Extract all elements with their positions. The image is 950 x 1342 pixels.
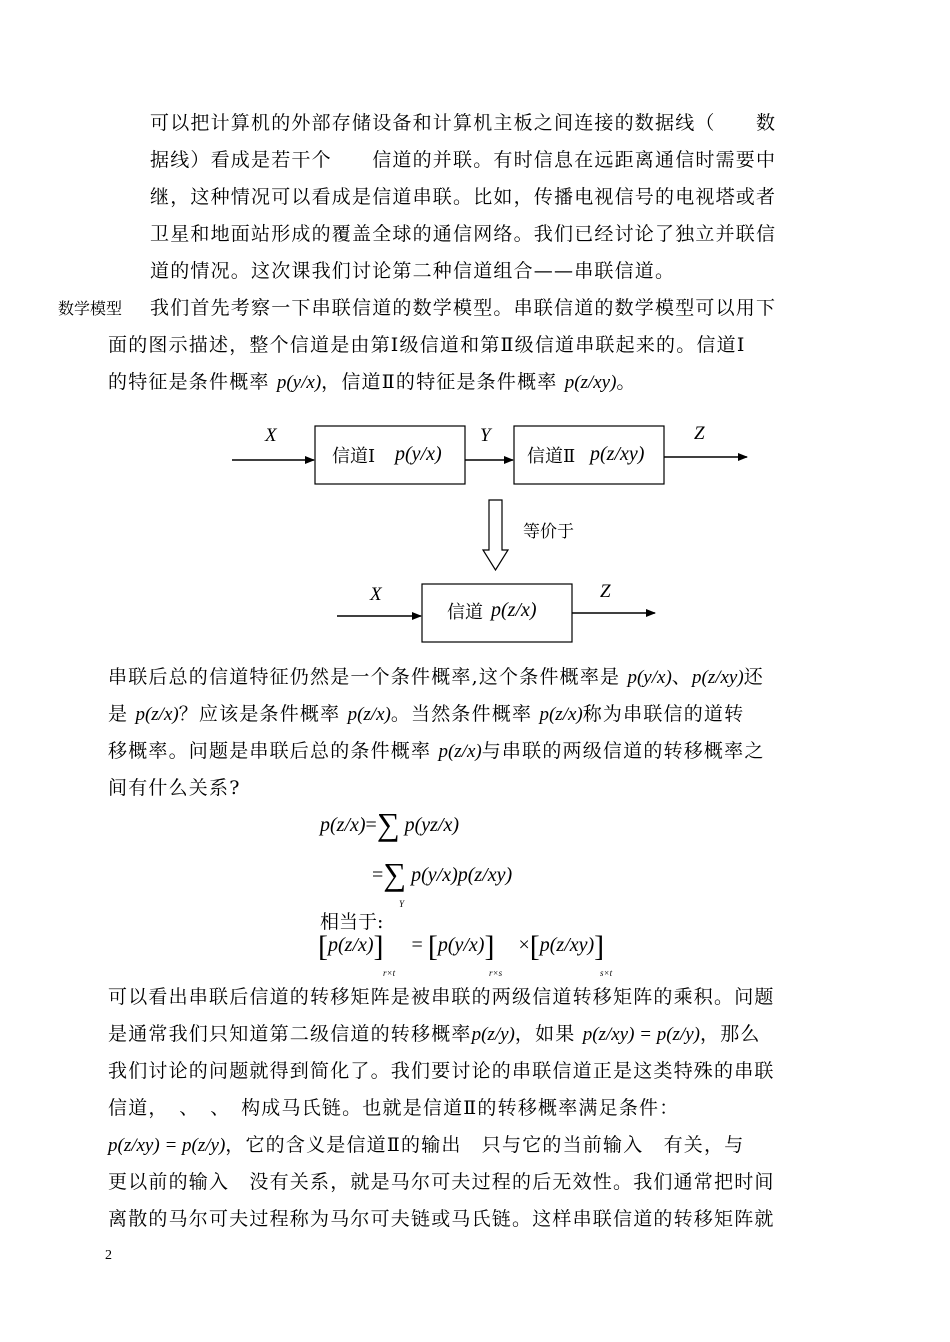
matrix-equals: = [411, 934, 423, 956]
formula: p(z/y) [471, 1024, 515, 1045]
para4-line6: 更以前的输入 没有关系，就是马尔可夫过程的后无效性。我们通常把时间 [108, 1171, 775, 1193]
equivalence-down-arrow [483, 500, 508, 570]
para3-line3-text-a: 移概率。问题是串联后总的条件概率 [108, 740, 439, 762]
para4-line2-text-e: ，那么 [700, 1023, 761, 1045]
para3-line4: 间有什么关系? [108, 777, 241, 799]
y-label: Y [480, 425, 491, 446]
formula: p(z/x) [135, 704, 179, 725]
para3-line1-text-a: 串联后总的信道特征仍然是一个条件概率,这个条件概率是 [108, 666, 628, 688]
x2-label: X [370, 584, 382, 605]
matrix-channel1: p(y/x) [437, 934, 485, 956]
equation-1 [320, 806, 459, 843]
bracket: [ [427, 930, 438, 963]
formula: p(z/x) [539, 704, 583, 725]
para2-line2: 面的图示描述，整个信道是由第Ⅰ级信道和第Ⅱ级信道串联起来的。信道Ⅰ [108, 334, 746, 356]
para1-line2: 据线）看成是若干个 信道的并联。有时信息在远距离通信时需要中 [150, 149, 777, 171]
para4-line2 [108, 1022, 761, 1047]
matrix-total: p(z/x) [328, 934, 374, 956]
para1-line3: 继，这种情况可以看成是信道串联。比如，传播电视信号的电视塔或者 [150, 186, 777, 208]
para2-line3-text-c: ，信道Ⅱ的特征是条件概率 [321, 371, 565, 393]
formula: p(z/x) [347, 704, 391, 725]
para3-line2 [108, 702, 744, 727]
bracket: [ [529, 930, 540, 963]
eq1-equals: = [365, 814, 377, 836]
para1-line1: 可以把计算机的外部存储设备和计算机主板之间连接的数据线（ 数 [150, 112, 777, 134]
matrix-times: × [518, 934, 530, 956]
series-channel-diagram [0, 410, 950, 670]
eq1-rhs: p(yz/x) [404, 814, 460, 836]
equivalence-label: 等价于 [523, 522, 574, 542]
para2-line1: 我们首先考察一下串联信道的数学模型。串联信道的数学模型可以用下 [150, 297, 777, 319]
para2-line3-text-e: 。 [616, 371, 637, 393]
matrix-subscript-st: s×t [600, 968, 613, 978]
para1-line5: 道的情况。这次课我们讨论第二种信道组合——串联信道。 [150, 260, 676, 282]
bracket: ] [594, 930, 605, 963]
para3-line1 [108, 665, 764, 690]
para4-line1: 可以看出串联后信道的转移矩阵是被串联的两级信道转移矩阵的乘积。问题 [108, 986, 775, 1008]
sum-symbol: ∑ [383, 856, 407, 892]
para1-line4: 卫星和地面站形成的覆盖全球的通信网络。我们已经讨论了独立并联信 [150, 223, 777, 245]
eq2-equals: = [372, 864, 384, 886]
para4-line2-text-c: ，如果 [514, 1023, 583, 1045]
formula-markov-condition: p(z/xy) = p(z/y) [108, 1135, 226, 1156]
matrix-subscript-rs: r×s [489, 968, 503, 978]
channel2-label: 信道Ⅱ [527, 446, 576, 467]
channel1-formula: p(y/x) [395, 443, 442, 465]
formula-markov-condition: p(z/xy) = p(z/y) [582, 1024, 700, 1045]
para3-line3-text-c: 与串联的两级信道的转移概率之 [481, 740, 765, 762]
para4-line5-text-b: ，它的含义是信道Ⅱ的输出 只与它的当前输入 有关，与 [225, 1134, 745, 1156]
formula: p(z/x) [438, 741, 482, 762]
para2-line3 [108, 370, 637, 395]
para3-line3 [108, 739, 765, 764]
para3-line1-text-e: 还 [743, 666, 764, 688]
margin-note: 数学模型 [58, 299, 123, 318]
formula: p(z/xy) [692, 667, 744, 688]
sum-subscript-y: Y [399, 899, 405, 909]
para3-line2-text-a: 是 [108, 703, 136, 725]
formula: p(y/x) [627, 667, 672, 688]
bracket: ] [484, 930, 495, 963]
para3-line1-text-c: 、 [671, 666, 692, 688]
z2-label: Z [600, 581, 611, 602]
para3-line2-text-e: 。当然条件概率 [390, 703, 540, 725]
para4-line2-text-a: 是通常我们只知道第二级信道的转移概率 [108, 1023, 472, 1045]
eq2-rhs: p(y/x)p(z/xy) [411, 864, 513, 886]
bracket: ] [373, 930, 384, 963]
bracket: [ [318, 930, 328, 963]
channel1-label: 信道Ⅰ [332, 446, 376, 467]
page-number: 2 [105, 1248, 112, 1263]
matrix-equation [318, 930, 604, 964]
para4-line3: 我们讨论的问题就得到简化了。我们要讨论的串联信道正是这类特殊的串联 [108, 1060, 775, 1082]
equation-2 [372, 856, 512, 893]
x-label: X [265, 425, 277, 446]
eq1-lhs: p(z/x) [320, 814, 366, 836]
channel2-formula: p(z/xy) [590, 443, 645, 465]
formula-channel1: p(y/x) [276, 372, 322, 393]
para2-line3-text-a: 的特征是条件概率 [108, 371, 277, 393]
matrix-channel2: p(z/xy) [539, 934, 595, 956]
z-label: Z [694, 423, 705, 444]
para4-line4: 信道， 、 、 构成马氏链。也就是信道Ⅱ的转移概率满足条件： [108, 1097, 680, 1119]
formula-channel2: p(z/xy) [564, 372, 617, 393]
para4-line7: 离散的马尔可夫过程称为马尔可夫链或马氏链。这样串联信道的转移矩阵就 [108, 1208, 775, 1230]
para3-line2-text-g: 称为串联信的道转 [582, 703, 745, 725]
total-channel-formula: p(z/x) [491, 599, 537, 621]
equivalent-to-label: 相当于: [320, 911, 384, 933]
para4-line5 [108, 1133, 744, 1158]
para3-line2-text-c: ？应该是条件概率 [178, 703, 348, 725]
matrix-subscript-rt: r×t [383, 968, 396, 978]
sum-symbol: ∑ [376, 806, 400, 842]
total-channel-label: 信道 [447, 602, 483, 623]
